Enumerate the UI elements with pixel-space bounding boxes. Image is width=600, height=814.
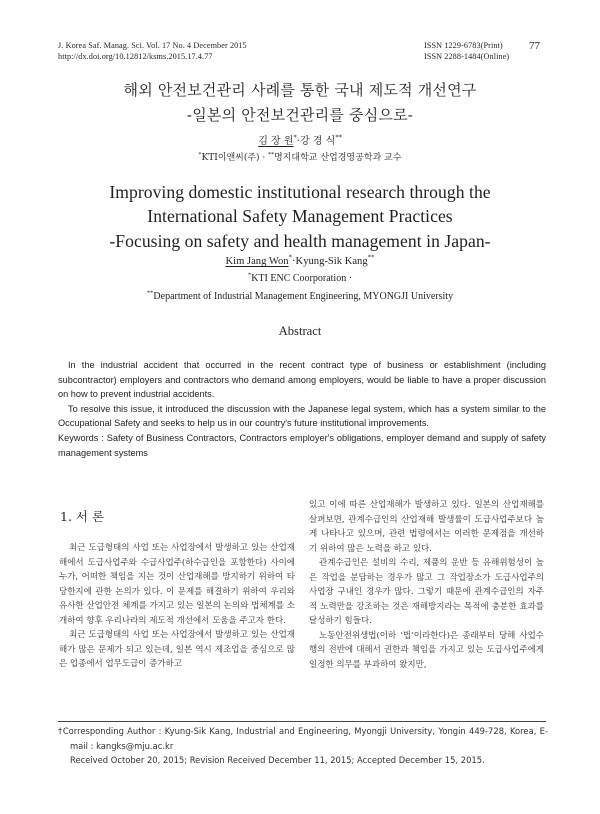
page-number: 77 [529, 40, 540, 52]
abstract-paragraph-2: To resolve this issue, it introduced the discussion with the Japanese legal system, which has a system similar to the Occupational Safety and seeks to help us in our country's future institutional improvements. [58, 403, 546, 429]
left-column [59, 541, 295, 672]
english-author1: Kim Jang Won [225, 256, 289, 267]
keywords-label: Keywords : [58, 432, 107, 443]
issn-print: ISSN 1229-6783(Print) [424, 41, 503, 50]
doi-link[interactable]: http://dx.doi.org/10.12812/ksms.2015.17.4.77 [58, 52, 213, 61]
english-aff1: KTI ENC Coorporation · [251, 273, 353, 284]
english-author2-mark: ** [367, 254, 375, 262]
abstract-paragraph-1: In the industrial accident that occurred in the recent contract type of business or establishment (including subcontractor) employers and contractors who demand among employers, would be liable to have a proper discussion on how to prevent industrial accidents. [58, 360, 546, 400]
footnote-divider [58, 721, 546, 722]
received-dates: Received October 20, 2015; Revision Received December 11, 2015; Accepted December 15, 2015. [70, 755, 485, 765]
korean-affiliations [0, 150, 600, 163]
right-column [309, 498, 544, 672]
korean-author2: ·강 경 식 [296, 136, 336, 147]
english-title-line2: International Safety Management Practices [147, 206, 453, 226]
journal-citation: J. Korea Saf. Manag. Sci. Vol. 17 No. 4 December 2015 [58, 41, 247, 50]
korean-aff2: 명지대학교 산업경영공학과 교수 [273, 153, 402, 163]
left-paragraph-1: 최근 도급형태의 사업 또는 사업장에서 발생하고 있는 산업재해에서 도급사업주와 수급사업주(하수급인을 포함한다) 사이에 누가, 어떠한 책임을 지는 것이 산업재해를 방지하기 위하여 타당한지에 관한 논의가 있다. 이 문제를 해결하기 위하여 우리와 유사한 산업안전 체계를 가지고 있는 일본의 논의와 법체계를 소개하여 향후 우리나라의 제도적 개선에서 도움을 주고자 한다. [59, 543, 295, 626]
english-aff2: Department of Industrial Management Engineering, MYONGJI University [153, 291, 454, 302]
right-paragraph-2: 관계수급인은 설비의 수리, 제품의 운반 등 유해위험성이 높은 작업을 분담하는 경우가 많고 그 작업장소가 도급사업주의 사업장 구내인 경우가 많다. 그렇기 때문에 관계수급인의 자주적 노력만을 강조하는 것은 재해방지라는 목적에 충분한 효과를 달성하기 힘들다. [309, 558, 544, 626]
abstract-keywords [58, 431, 546, 460]
footnote [58, 724, 548, 768]
right-paragraph-1: 있고 이에 따른 산업재해가 발생하고 있다. 일본의 산업재해를 살펴보면, 관계수급인의 산업재해 발생률이 도급사업주보다 높게 나타나고 있으며, 관련 법령에서는 이러한 문제점을 개선하기 위하여 많은 노력을 하고 있다. [309, 500, 544, 554]
running-header-left [58, 40, 247, 62]
running-header-right [424, 40, 509, 62]
korean-author1-mark: * [293, 133, 297, 142]
english-author2: ·Kyung-Sik Kang [292, 256, 368, 267]
korean-title-line1: 해외 안전보건관리 사례를 통한 국내 제도적 개선연구 [123, 81, 477, 99]
issn-online: ISSN 2288-1484(Online) [424, 52, 510, 61]
korean-author1: 김 장 원 [258, 136, 294, 147]
english-affiliation1 [0, 273, 600, 284]
korean-title-line2: -일본의 안전보건관리를 중심으로- [186, 106, 414, 124]
section-heading-introduction: 1. 서 론 [60, 509, 105, 524]
english-title-line3: -Focusing on safety and health management in Japan- [109, 231, 491, 251]
korean-author2-mark: ** [335, 133, 342, 142]
korean-aff1: KTI이앤씨(주) · [201, 153, 269, 163]
abstract-body [58, 358, 546, 460]
right-paragraph-3: 노동안전위생법(이하 ‘법’이라한다)은 종래부터 당해 사업수행의 전반에 대해서 권한과 책임을 가지고 있는 도급사업주에게 일정한 의무를 부과하여 왔지만, [309, 630, 544, 670]
corresponding-author: †Corresponding Author : Kyung-Sik Kang, Industrial and Engineering, Myongji University, Yongin 449-728, Korea, E-mail : kangks@mju.ac.kr [58, 726, 548, 751]
english-authors [0, 256, 600, 267]
english-aff1-mark: * [247, 271, 252, 279]
abstract-heading: Abstract [278, 324, 322, 338]
korean-aff2-mark: ** [268, 152, 274, 158]
left-paragraph-2: 최근 도급형태의 사업 또는 사업장에서 발생하고 있는 산업재해가 많은 문제가 되고 있는데, 일본 역시 제조업을 중심으로 많은 업종에서 업무도급이 증가하고 [59, 630, 295, 669]
english-title-line1: Improving domestic institutional research through the [109, 182, 491, 202]
english-author1-mark: * [288, 254, 293, 262]
english-affiliation2 [0, 291, 600, 302]
korean-aff1-mark: * [198, 152, 202, 158]
keywords-text: Safety of Business Contractors, Contractors employer's obligations, employer demand and supply of safety management systems [58, 432, 547, 458]
korean-authors [0, 132, 600, 147]
english-aff2-mark: ** [146, 289, 154, 297]
